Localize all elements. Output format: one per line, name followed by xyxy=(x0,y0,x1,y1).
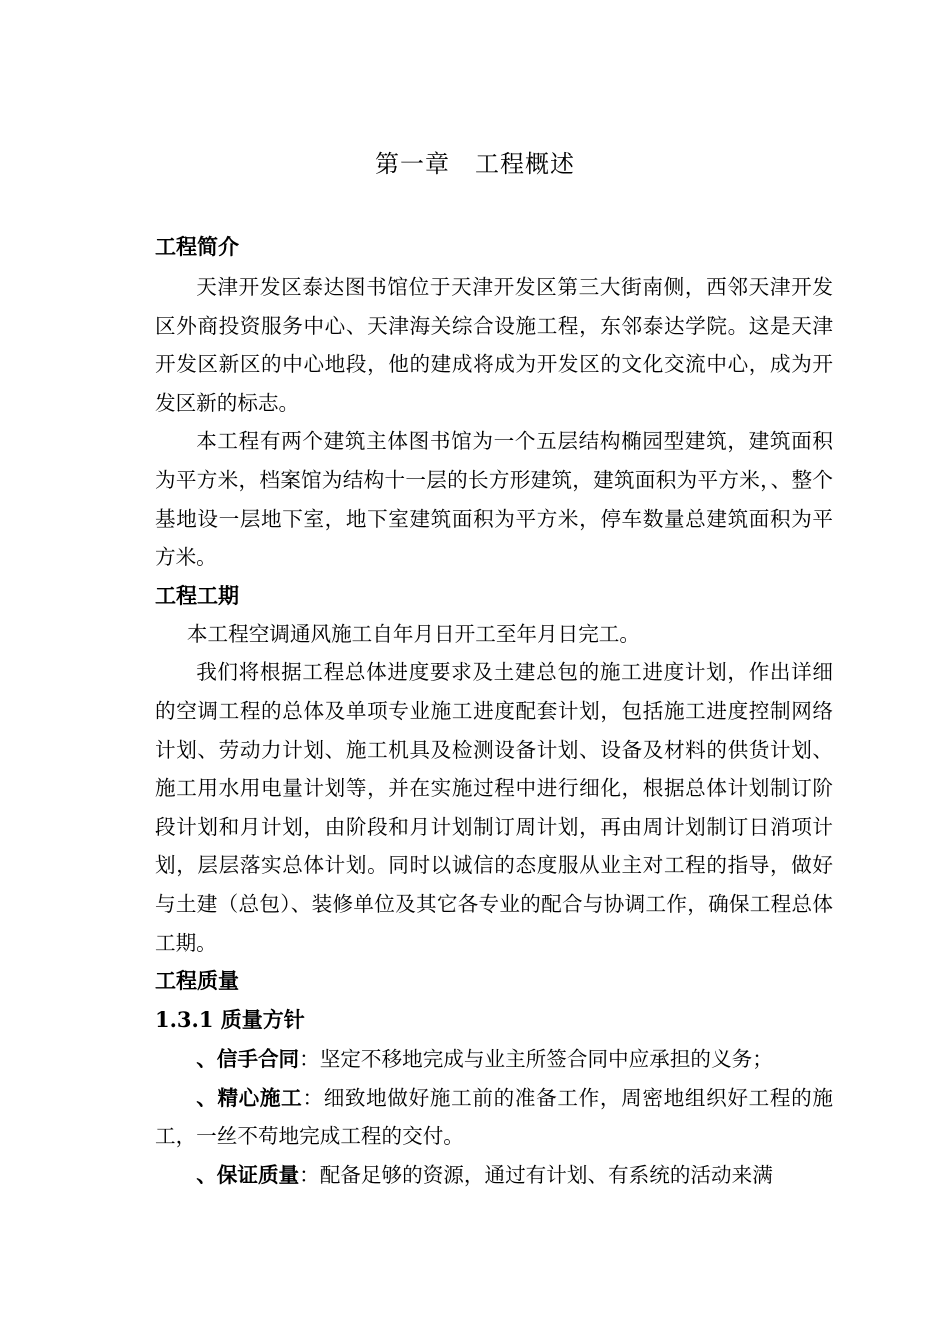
quality-policy-item-term: 信手合同 xyxy=(216,1047,300,1072)
section-heading-intro: 工程简介 xyxy=(155,235,239,259)
quality-policy-item xyxy=(155,1156,833,1195)
document-body xyxy=(155,228,833,1194)
quality-policy-item-prefix: 、 xyxy=(196,1085,218,1110)
quality-policy-subheading: 1.3.1 质量方针 xyxy=(155,1007,305,1033)
quality-policy-item-separator: ： xyxy=(299,1162,320,1187)
schedule-paragraph-1: 本工程空调通风施工自年月日开工至年月日完工。 xyxy=(186,621,640,646)
quality-policy-item-text: 坚定不移地完成与业主所签合同中应承担的义务； xyxy=(319,1047,773,1072)
schedule-paragraph-2: 我们将根据工程总体进度要求及土建总包的施工进度计划，作出详细的空调工程的总体及单项专业施工进度配套计划，包括施工进度控制网络计划、劳动力计划、施工机具及检测设备计划、设备及材料的供货计划、施工用水用电量计划等，并在实施过程中进行细化，根据总体计划制订阶段计划和月计划，由阶段和月计划制订周计划，再由周计划制订日消项计划，层层落实总体计划。同时以诚信的态度服从业主对工程的指导，做好与土建（总包）、装修单位及其它各专业的配合与协调工作，确保工程总体工期。 xyxy=(155,660,833,955)
section-heading-schedule: 工程工期 xyxy=(155,583,239,608)
chapter-title: 第一章 工程概述 xyxy=(375,150,575,178)
quality-policy-item-prefix: 、 xyxy=(196,1047,217,1072)
intro-paragraph-1: 天津开发区泰达图书馆位于天津开发区第三大街南侧，西邻天津开发区外商投资服务中心、天津海关综合设施工程，东邻泰达学院。这是天津开发区新区的中心地段，他的建成将成为开发区的文化交流中心，成为开发区新的标志。 xyxy=(155,275,833,415)
quality-policy-item-separator: ： xyxy=(299,1047,320,1072)
intro-paragraph-2: 本工程有两个建筑主体图书馆为一个五层结构椭园型建筑，建筑面积为平方米，档案馆为结构十一层的长方形建筑，建筑面积为平方米，、整个基地设一层地下室，地下室建筑面积为平方米，停车数量总建筑面积为平方米。 xyxy=(155,429,833,570)
quality-policy-item-separator: ： xyxy=(302,1085,324,1110)
quality-policy-item xyxy=(155,1040,833,1079)
quality-policy-item xyxy=(155,1079,833,1156)
quality-policy-item-text: 细致地做好施工前的准备工作，周密地组织好工程的施工，一丝不苟地完成工程的交付。 xyxy=(155,1085,834,1149)
quality-policy-item-term: 精心施工 xyxy=(217,1085,303,1110)
quality-policy-item-term: 保证质量 xyxy=(216,1162,300,1187)
section-heading-quality: 工程质量 xyxy=(155,969,239,994)
quality-policy-item-text: 配备足够的资源，通过有计划、有系统的活动来满 xyxy=(319,1162,773,1187)
quality-policy-item-prefix: 、 xyxy=(196,1162,217,1187)
